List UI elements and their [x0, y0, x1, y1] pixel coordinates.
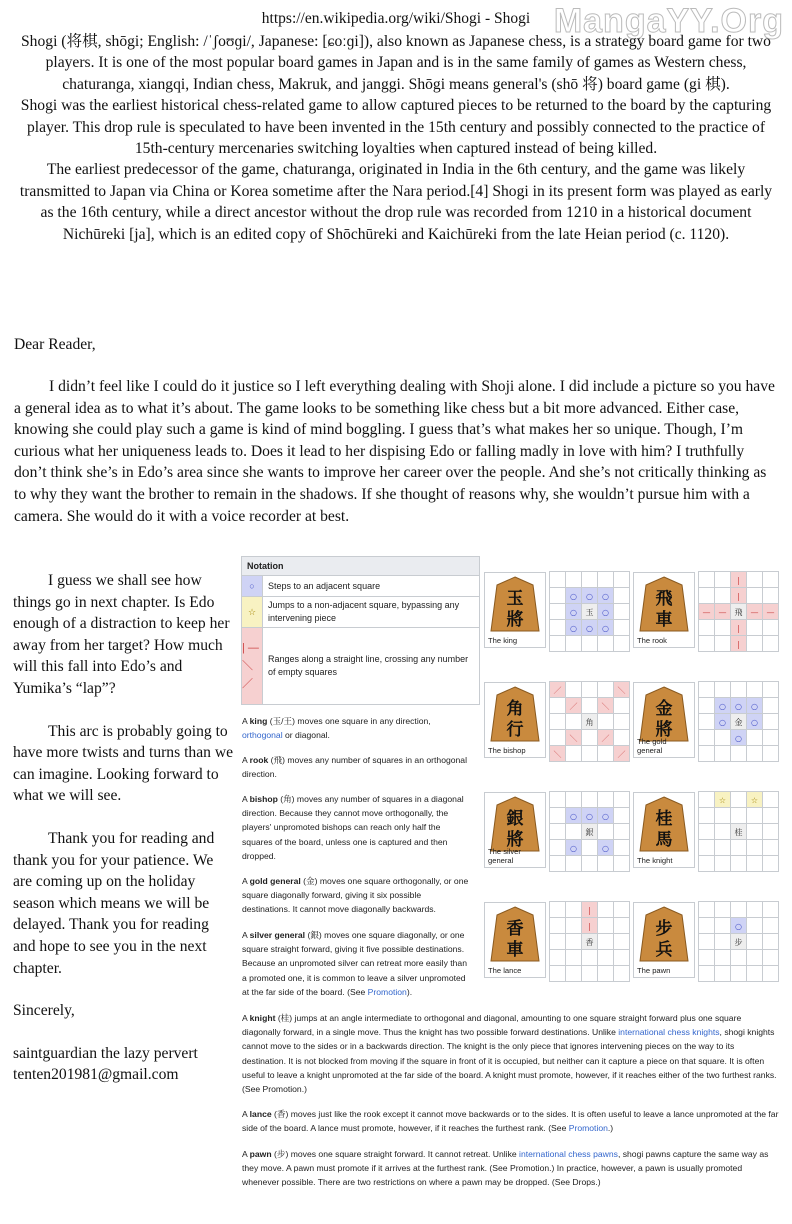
move-mark: ○ — [570, 844, 577, 853]
grid-cell — [566, 950, 582, 966]
grid-cell — [598, 636, 614, 652]
signature: saintguardian the lazy pervert — [13, 1044, 198, 1062]
movement-grid — [549, 791, 630, 872]
grid-cell — [715, 966, 731, 982]
piece-kanji-bottom: 行 — [506, 720, 524, 740]
grid-cell — [614, 902, 630, 918]
grid-cell — [715, 746, 731, 762]
grid-cell — [598, 934, 614, 950]
grid-cell — [566, 682, 582, 698]
grid-cell — [550, 918, 566, 934]
grid-cell — [731, 792, 747, 808]
notation-text: Ranges along a straight line, crossing any number of empty squares — [268, 654, 469, 677]
grid-cell — [614, 840, 630, 856]
watermark: MangaYY.Org — [553, 2, 784, 40]
grid-cell — [731, 966, 747, 982]
grid-cell — [763, 620, 779, 636]
piece-shape — [634, 573, 694, 635]
move-mark: ☆ — [750, 796, 759, 805]
movement-grid — [698, 681, 779, 762]
piece-kanji-bottom: 將 — [506, 830, 524, 850]
movement-grid — [549, 571, 630, 652]
grid-cell — [550, 840, 566, 856]
grid-cell — [763, 824, 779, 840]
grid-cell — [763, 698, 779, 714]
move-mark: ○ — [602, 812, 609, 821]
grid-cell — [699, 730, 715, 746]
piece-label: The silver general — [488, 847, 521, 865]
letter-paragraph: I guess we shall see how things go in next chapter. Is Edo enough of a distraction to keep her away from her target? How much will this fall into Edo’s and Yumika’s “lap”? — [13, 572, 230, 697]
grid-cell — [731, 746, 747, 762]
grid-cell — [582, 746, 598, 762]
piece-kanji-bottom: 車 — [506, 940, 524, 960]
step-symbol: ○ — [242, 576, 263, 596]
notation-table — [241, 556, 480, 705]
piece-kanji-top: 步 — [655, 919, 673, 939]
grid-cell — [598, 792, 614, 808]
grid-piece-mark: 香 — [585, 938, 594, 947]
grid-cell — [614, 588, 630, 604]
grid-cell — [598, 902, 614, 918]
grid-cell — [614, 934, 630, 950]
grid-cell — [550, 902, 566, 918]
grid-cell — [715, 824, 731, 840]
move-mark: ＼ — [601, 702, 610, 711]
grid-cell — [715, 808, 731, 824]
grid-cell — [699, 636, 715, 652]
grid-cell — [763, 840, 779, 856]
grid-cell — [582, 856, 598, 872]
notation-text: Steps to an adjacent square — [268, 580, 381, 591]
grid-cell — [598, 918, 614, 934]
grid-cell — [550, 792, 566, 808]
grid-cell — [550, 604, 566, 620]
move-mark: — — [718, 608, 727, 617]
grid-cell — [763, 746, 779, 762]
grid-cell — [614, 808, 630, 824]
notation-row — [242, 597, 479, 628]
move-mark: ○ — [570, 624, 577, 633]
move-mark: ○ — [570, 608, 577, 617]
grid-cell — [582, 840, 598, 856]
grid-cell — [699, 792, 715, 808]
jump-symbol: ☆ — [242, 597, 263, 627]
shogi-piece-image — [633, 682, 695, 758]
grid-cell — [550, 824, 566, 840]
piece-shape — [485, 903, 545, 965]
grid-cell — [715, 588, 731, 604]
greeting: Dear Reader, — [14, 336, 96, 353]
grid-cell — [582, 792, 598, 808]
move-mark: ／ — [617, 750, 626, 759]
shogi-piece-image — [484, 682, 546, 758]
move-mark: — — [702, 608, 711, 617]
notation-title: Notation — [242, 557, 479, 576]
grid-cell — [550, 620, 566, 636]
move-mark: | — [588, 906, 591, 915]
grid-cell — [550, 966, 566, 982]
piece-label: The knight — [637, 856, 673, 865]
grid-cell — [747, 588, 763, 604]
move-mark: ○ — [735, 702, 742, 711]
move-mark: ○ — [570, 592, 577, 601]
grid-cell — [699, 620, 715, 636]
grid-cell — [614, 636, 630, 652]
grid-cell — [763, 682, 779, 698]
grid-cell — [731, 808, 747, 824]
desc-pawn: A pawn (步) moves one square straight forward. It cannot retreat. Unlike international chess pawns, shogi pawns capture the same way as they move. A pawn must promote if it arrives at the furthest rank. (See Promotion.) In practice, however, a pawn is usually promoted whenever possible. There are two restrictions on where a pawn may be dropped. (See Drops.) — [242, 1149, 769, 1188]
piece-shape — [634, 683, 694, 745]
grid-cell — [747, 572, 763, 588]
grid-cell — [747, 824, 763, 840]
grid-cell — [699, 950, 715, 966]
piece-label: The king — [488, 636, 518, 645]
grid-cell — [715, 902, 731, 918]
move-mark: ○ — [602, 624, 609, 633]
grid-cell — [699, 840, 715, 856]
grid-cell — [715, 730, 731, 746]
grid-cell — [699, 746, 715, 762]
move-mark: ○ — [602, 592, 609, 601]
move-mark: | — [737, 576, 740, 585]
grid-cell — [550, 636, 566, 652]
grid-cell — [699, 902, 715, 918]
move-mark: ／ — [569, 702, 578, 711]
desc-gold: A gold general (金) moves one square orthogonally, or one square diagonally forward, giving it six possible destinations. It cannot move diagonally backwards. — [242, 876, 469, 915]
grid-cell — [699, 682, 715, 698]
grid-cell — [763, 572, 779, 588]
grid-piece-mark: 角 — [585, 718, 594, 727]
grid-cell — [763, 636, 779, 652]
promotion-link[interactable]: Promotion — [367, 986, 407, 997]
grid-cell — [550, 730, 566, 746]
move-mark: ○ — [719, 702, 726, 711]
chess-pawns-link[interactable]: international chess pawns — [519, 1149, 618, 1159]
grid-cell — [614, 572, 630, 588]
grid-cell — [747, 636, 763, 652]
piece-shape — [485, 793, 545, 855]
move-mark: ○ — [602, 844, 609, 853]
grid-cell — [598, 824, 614, 840]
shogi-piece-image — [633, 572, 695, 648]
grid-cell — [715, 840, 731, 856]
promotion-link[interactable]: Promotion — [568, 1123, 608, 1134]
grid-cell — [614, 698, 630, 714]
grid-cell — [566, 856, 582, 872]
desc-rook: A rook (飛) moves any number of squares in an orthogonal direction. — [242, 755, 467, 780]
grid-cell — [582, 682, 598, 698]
movement-grid — [698, 901, 779, 982]
letter-paragraph: I didn’t feel like I could do it justice so I left everything dealing with Shoji alone. I did include a picture so you have a general idea as to what it’s about. The game looks to be something like chess but a bit more advanced. Either case, knowing she could play such a game is kind of mind boggling. I guess that’s what makes her so unique. Though, I’m curious what her uniqueness leads to. Does it lead to her dispising Edo or falling madly in love with him? I truthfully don’t think she’s in Edo’s area since she wants to improve her career over the people. And she’s not critically thinking as to why they want the brother to remain in the shadows. If she thought of reasons why, she wouldn’t pursue him with a camera. She would do it with a voice recorder at best. — [14, 378, 775, 525]
chess-knights-link[interactable]: international chess knights — [618, 1027, 720, 1038]
grid-piece-mark: 銀 — [585, 828, 594, 837]
grid-cell — [747, 934, 763, 950]
move-mark: ○ — [586, 812, 593, 821]
move-mark: ／ — [601, 734, 610, 743]
move-mark: | — [737, 624, 740, 633]
grid-cell — [747, 746, 763, 762]
piece-kanji-top: 飛 — [655, 589, 673, 609]
grid-piece-mark: 玉 — [585, 608, 594, 617]
grid-cell — [747, 856, 763, 872]
grid-cell — [566, 792, 582, 808]
grid-cell — [731, 950, 747, 966]
piece-kanji-bottom: 將 — [506, 610, 524, 630]
intro-paragraph: Shogi was the earliest historical chess-related game to allow captured pieces to be returned to the board by the capturing player. This drop rule is speculated to have been invented in the 15th century and possibly connected to the practice of 15th-century mercenaries switching loyalties when captured instead of being killed. — [20, 97, 772, 158]
grid-cell — [582, 730, 598, 746]
piece-shape — [634, 903, 694, 965]
move-mark: ＼ — [569, 734, 578, 743]
piece-label: The bishop — [488, 746, 526, 755]
grid-cell — [614, 856, 630, 872]
grid-cell — [566, 902, 582, 918]
grid-cell — [550, 588, 566, 604]
piece-shape — [485, 683, 545, 745]
grid-cell — [699, 934, 715, 950]
piece-kanji-top: 角 — [506, 699, 524, 719]
move-mark: ○ — [570, 812, 577, 821]
notation-row — [242, 628, 479, 704]
grid-cell — [598, 746, 614, 762]
grid-cell — [715, 636, 731, 652]
desc-lance: A lance (香) moves just like the rook except it cannot move backwards or to the sides. It is often useful to leave a lance unpromoted at the far side of the board. A lance must promote, however, if it reaches the furthest rank. (See Promotion.) — [242, 1109, 779, 1134]
piece-kanji-bottom: 兵 — [655, 940, 673, 960]
grid-cell — [715, 950, 731, 966]
grid-cell — [598, 714, 614, 730]
intro-paragraph: Shogi (将棋, shōgi; English: /ˈʃoʊɡi/, Japanese: [ɕoːɡi]), also known as Japanese chess, is a strategy board game for two players. It is one of the most popular board games in Japan and is in the same family of games as Western chess, chaturanga, xiangqi, Indian chess, Makruk, and janggi. Shōgi means general's (shō 将) board game (gi 棋). — [21, 33, 771, 93]
grid-cell — [699, 572, 715, 588]
piece-label: The gold general — [637, 737, 667, 755]
move-mark: | — [737, 592, 740, 601]
grid-cell — [582, 698, 598, 714]
grid-cell — [747, 840, 763, 856]
piece-shape — [485, 573, 545, 635]
move-mark: ○ — [751, 718, 758, 727]
grid-cell — [550, 808, 566, 824]
grid-cell — [566, 714, 582, 730]
piece-kanji-bottom: 馬 — [655, 830, 673, 850]
intro-text — [12, 31, 780, 245]
move-mark: ☆ — [718, 796, 727, 805]
movement-grid — [549, 901, 630, 982]
grid-cell — [566, 934, 582, 950]
grid-cell — [614, 714, 630, 730]
grid-cell — [614, 620, 630, 636]
grid-cell — [763, 730, 779, 746]
range-symbol: | — ＼ ／ — [242, 628, 263, 704]
grid-cell — [598, 856, 614, 872]
grid-cell — [747, 918, 763, 934]
grid-cell — [566, 824, 582, 840]
move-mark: ○ — [735, 734, 742, 743]
shogi-piece-image — [633, 902, 695, 978]
grid-cell — [763, 792, 779, 808]
move-mark: | — [588, 922, 591, 931]
grid-cell — [763, 808, 779, 824]
grid-cell — [699, 808, 715, 824]
grid-cell — [747, 808, 763, 824]
desc-silver: A silver general (銀) moves one square diagonally, or one square straight forward, giving it five possible destinations. Because an unpromoted silver can retreat more easily than a promoted one, it is common to leave a silver unpromoted at the far side of the board. (See Promotion). — [242, 930, 467, 997]
move-mark: — — [750, 608, 759, 617]
grid-cell — [715, 856, 731, 872]
grid-cell — [747, 620, 763, 636]
notation-text: Jumps to a non-adjacent square, bypassing any intervening piece — [268, 600, 460, 623]
grid-cell — [715, 934, 731, 950]
letter-paragraph: Thank you for reading and thank you for your patience. We are coming up on the holiday season which means we will be delayed. Thank you for reading and hope to see you in the next chapter. — [13, 829, 215, 977]
letter-column — [13, 570, 235, 1086]
piece-label: The lance — [488, 966, 522, 975]
piece-kanji-bottom: 將 — [655, 720, 673, 740]
piece-shape — [634, 793, 694, 855]
grid-cell — [731, 840, 747, 856]
piece-label: The rook — [637, 636, 667, 645]
grid-cell — [582, 572, 598, 588]
move-mark: ○ — [719, 718, 726, 727]
desc-bishop: A bishop (角) moves any number of squares in a diagonal direction. Because they cannot move orthogonally, the players' unpromoted bishops can reach only half the squares of the board, unless one is captured and then dropped. — [242, 794, 464, 861]
grid-cell — [699, 824, 715, 840]
grid-cell — [699, 918, 715, 934]
piece-kanji-bottom: 車 — [655, 610, 673, 630]
desc-king: A king (玉/王) moves one square in any direction, orthogonal or diagonal. — [242, 716, 431, 741]
grid-cell — [614, 824, 630, 840]
grid-cell — [747, 950, 763, 966]
grid-cell — [763, 934, 779, 950]
move-mark: ○ — [735, 922, 742, 931]
piece-kanji-top: 桂 — [655, 809, 673, 829]
desc-knight: A knight (桂) jumps at an angle intermediate to orthogonal and diagonal, amounting to one square straight forward plus one square diagonally forward, in a single move. Thus the knight has two possible forward destinations. Unlike international chess knights, shogi knights cannot move to the sides or in a backwards direction. The knight is the only piece that ignores intervening pieces on the way to its destination. It is not blocked from moving if the square in front of it is occupied, but neither can it capture a piece on that square. It is often useful to leave a knight unpromoted at the far side of the board. A knight must promote, however, if it reaches either of the two furthest ranks. (See Promotion.) — [242, 1013, 777, 1095]
grid-cell — [699, 588, 715, 604]
grid-cell — [550, 934, 566, 950]
grid-cell — [598, 966, 614, 982]
move-mark: ＼ — [617, 686, 626, 695]
grid-cell — [614, 966, 630, 982]
letter-paragraph: This arc is probably going to have more twists and turns than we can imagine. Looking forward to what we will see. — [13, 722, 233, 805]
piece-kanji-top: 玉 — [506, 589, 524, 609]
shogi-piece-image — [484, 792, 546, 868]
grid-cell — [598, 950, 614, 966]
grid-cell — [699, 698, 715, 714]
grid-cell — [763, 714, 779, 730]
grid-cell — [550, 714, 566, 730]
grid-cell — [566, 918, 582, 934]
grid-cell — [614, 792, 630, 808]
orthogonal-link[interactable]: orthogonal — [242, 730, 283, 741]
move-mark: ○ — [751, 702, 758, 711]
move-mark: | — [737, 640, 740, 649]
move-mark: ○ — [586, 624, 593, 633]
piece-label: The pawn — [637, 966, 671, 975]
grid-cell — [747, 902, 763, 918]
shogi-piece-image — [633, 792, 695, 868]
grid-cell — [731, 682, 747, 698]
grid-piece-mark: 飛 — [734, 608, 743, 617]
grid-cell — [699, 714, 715, 730]
movement-grid — [549, 681, 630, 762]
movement-grid — [698, 571, 779, 652]
grid-cell — [550, 950, 566, 966]
grid-cell — [731, 856, 747, 872]
grid-cell — [566, 636, 582, 652]
grid-cell — [763, 902, 779, 918]
piece-kanji-top: 香 — [506, 919, 524, 939]
piece-kanji-top: 金 — [655, 699, 673, 719]
grid-cell — [598, 572, 614, 588]
intro-paragraph: The earliest predecessor of the game, chaturanga, originated in India in the 6th century, and the game was likely transmitted to Japan via China or Korea sometime after the Nara period.[4] Shogi in its present form was played as early as the 16th century, while a direct ancestor without the drop rule was recorded from 1210 in a historical document Nichūreki [ja], which is an edited copy of Shōchūreki and Kaichūreki from the late Heian period (c. 1120). — [19, 161, 773, 243]
grid-cell — [598, 682, 614, 698]
notation-row — [242, 576, 479, 597]
grid-piece-mark: 步 — [734, 938, 743, 947]
grid-cell — [731, 902, 747, 918]
move-mark: ○ — [586, 592, 593, 601]
source-url: https://en.wikipedia.org/wiki/Shogi - Shogi — [261, 10, 531, 27]
grid-cell — [747, 966, 763, 982]
grid-cell — [763, 588, 779, 604]
movement-grid — [698, 791, 779, 872]
move-mark: ＼ — [553, 750, 562, 759]
grid-cell — [747, 730, 763, 746]
closing: Sincerely, — [13, 1002, 75, 1020]
grid-cell — [614, 918, 630, 934]
grid-cell — [550, 856, 566, 872]
grid-cell — [614, 730, 630, 746]
grid-cell — [550, 698, 566, 714]
grid-cell — [582, 950, 598, 966]
grid-piece-mark: 金 — [734, 718, 743, 727]
grid-cell — [763, 950, 779, 966]
grid-cell — [715, 620, 731, 636]
grid-cell — [614, 950, 630, 966]
move-mark: ○ — [602, 608, 609, 617]
grid-cell — [747, 682, 763, 698]
grid-cell — [550, 572, 566, 588]
grid-cell — [699, 856, 715, 872]
move-mark: ／ — [553, 686, 562, 695]
grid-cell — [699, 966, 715, 982]
move-mark: — — [766, 608, 775, 617]
piece-kanji-top: 銀 — [506, 809, 524, 829]
grid-piece-mark: 桂 — [734, 828, 743, 837]
email-link[interactable]: tenten201981@gmail.com — [13, 1066, 179, 1084]
grid-cell — [763, 966, 779, 982]
grid-cell — [582, 636, 598, 652]
grid-cell — [566, 966, 582, 982]
grid-cell — [763, 856, 779, 872]
grid-cell — [763, 918, 779, 934]
grid-cell — [582, 966, 598, 982]
grid-cell — [715, 918, 731, 934]
shogi-piece-image — [484, 902, 546, 978]
grid-cell — [614, 604, 630, 620]
grid-cell — [566, 572, 582, 588]
grid-cell — [566, 746, 582, 762]
grid-cell — [715, 682, 731, 698]
shogi-piece-image — [484, 572, 546, 648]
grid-cell — [715, 572, 731, 588]
